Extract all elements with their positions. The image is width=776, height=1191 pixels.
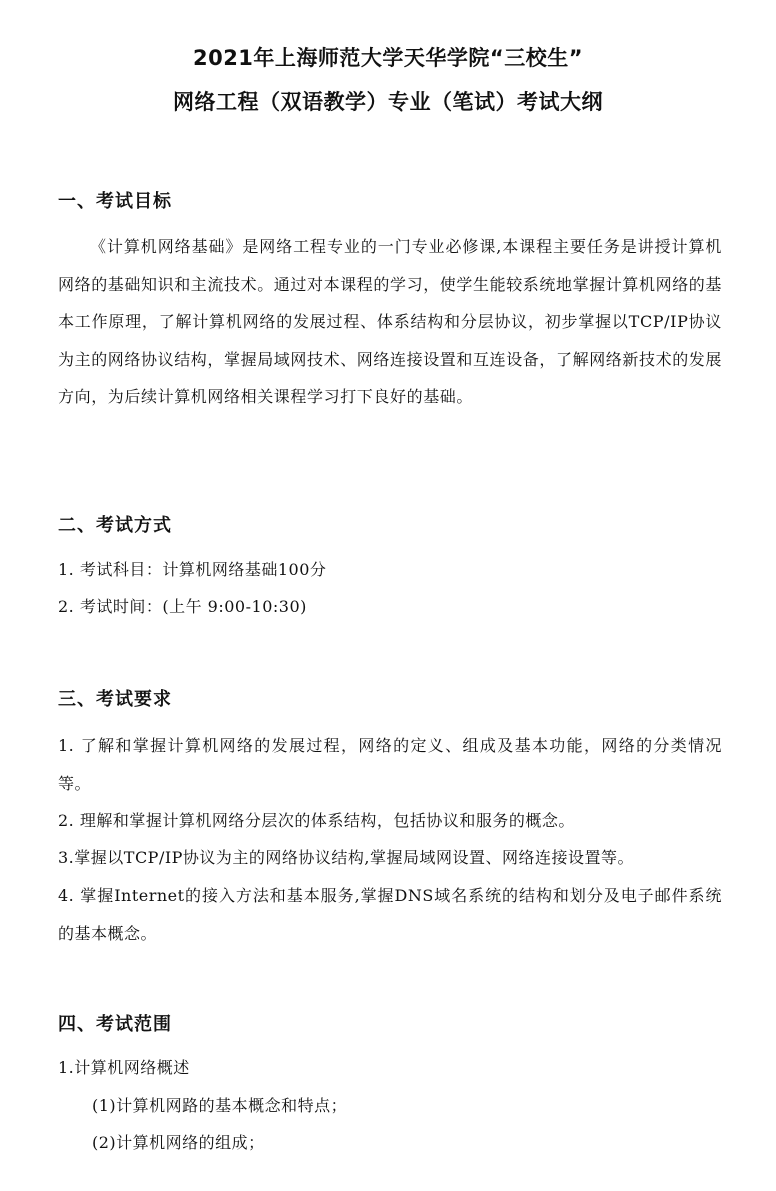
method-item-subject: 1. 考试科目：计算机网络基础100分 [58,560,327,579]
section-heading-method: 二、考试方式 [58,515,172,536]
scope-sub-item-1: (1)计算机网路的基本概念和特点； [92,1096,348,1115]
requirement-item-3: 3.掌握以TCP/IP协议为主的网络协议结构,掌握局域网设置、网络连接设置等。 [58,848,635,867]
document-title-line2: 网络工程（双语教学）专业（笔试）考试大纲 [173,90,603,114]
requirement-item-4: 4. 掌握Internet的接入方法和基本服务,掌握DNS域名系统的结构和划分及电子邮件系统的基本概念。 [58,886,722,943]
requirement-item-1: 1. 了解和掌握计算机网络的发展过程，网络的定义、组成及基本功能，网络的分类情况等。 [58,736,722,793]
requirement-item-2: 2. 理解和掌握计算机网络分层次的体系结构，包括协议和服务的概念。 [58,811,575,830]
method-item-time: 2. 考试时间：(上午 9:00-10:30) [58,597,307,616]
section-heading-scope: 四、考试范围 [58,1014,172,1035]
scope-item-1: 1.计算机网络概述 [58,1058,190,1077]
scope-sub-item-2: (2)计算机网络的组成； [92,1133,265,1152]
document-title-line1: 2021年上海师范大学天华学院“三校生” [192,46,584,70]
section-heading-goal: 一、考试目标 [58,191,172,212]
goal-paragraph: 《计算机网络基础》是网络工程专业的一门专业必修课,本课程主要任务是讲授计算机网络的基础知识和主流技术。通过对本课程的学习，使学生能较系统地掌握计算机网络的基本工作原理，了解计算机网络的发展过程、体系结构和分层协议，初步掌握以TCP/IP协议为主的网络协议结构，掌握局域网技术、网络连接设置和互连设备，了解网络新技术的发展方向，为后续计算机网络相关课程学习打下良好的基础。 [58,237,723,406]
section-heading-requirements: 三、考试要求 [58,689,172,710]
